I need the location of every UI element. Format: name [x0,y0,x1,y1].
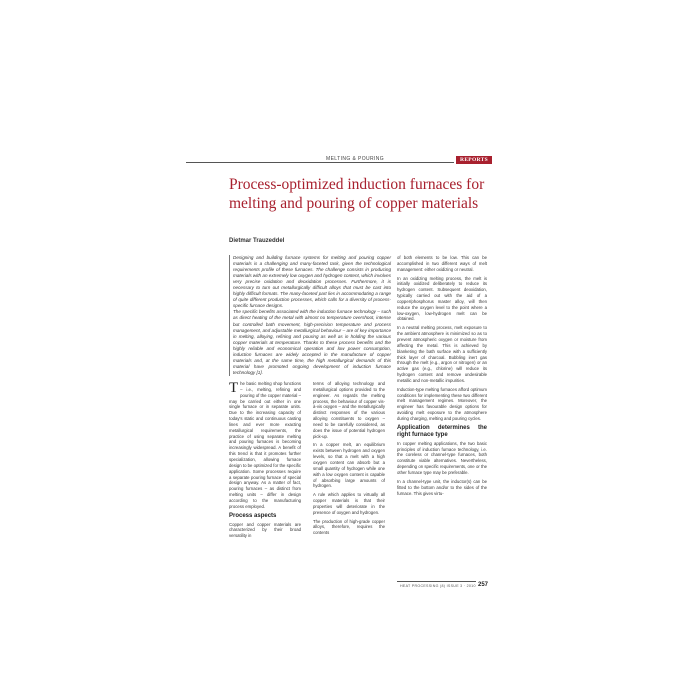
col3-paragraph-3: In a neutral melting process, melt exposure to the ambient atmosphere is minimized so as to prevent atmospheric oxygen or moisture from affecting the metal. This is achieved by blanketing the bath surface with a sufficiently thick layer of charcoal. Bubbling inert gas through the melt (e.g., argon or nitrogen) or an active gas (e.g., chlorine) will reduce its hydrogen content and remove undesirable metallic and non-metallic impurities. [397,325,487,383]
col2-paragraph-1: terms of alloying technology and metallurgical options provided to the engineer. As regards the melting process, the behaviour of copper vis-à-vis oxygen – and the metallurgically distinct responses of the various alloying constituents to oxygen – need to be carefully considered, as does the issue of potential hydrogen pick-up. [313,381,385,439]
article-title: Process-optimized induction furnaces for melting and pouring of copper materials [229,176,485,212]
dropcap: T [229,380,239,396]
col3-paragraph-2: In an oxidizing melting process, the melt is initially oxidized deliberately to reduce its hydrogen content. Subsequent deoxidation, typically carried out with the aid of a copper/phosphorus master alloy, will then reduce the oxygen level to the point where a low-oxygen, low-hydrogen melt can be obtained. [397,275,487,322]
col3-paragraph-5: In copper melting applications, the two basic principles of induction furnace technology, i.e. the coreless or channel-type furnaces, both constitute viable alternatives. Nevertheless, depending on specific requirements, one or the other furnace type may be preferable. [397,440,487,475]
col3-paragraph-1: of both elements to be low. This can be accomplished in two different ways of melt management: either oxidizing or neutral. [397,255,487,272]
header-rule [186,162,454,163]
col3-paragraph-6: In a channel-type unit, the inductor(s) can be fitted to the bottom and/or to the sides of the furnace. This gives virtu- [397,478,487,496]
col1-paragraph-1 [229,381,301,510]
col1-paragraph-2: Copper and copper materials are characterized by their broad versatility in [229,521,301,539]
col1-paragraph-1-text: he basic melting shop functions – i.e., melting, refining and pouring of the copper material – may be carried out either in one single furnace or in separate units. Due to the increasing capacity of today's static and continuous casting lines and ever more exacting metallurgical requirements, the practice of using separate melting and pouring furnaces is becoming increasingly widespread. A benefit of this trend is that it promotes further specialization, allowing furnace design to be optimized for the specific application. Some processes require a separate pouring furnace of special design anyway. As a matter of fact, pouring furnaces – as distinct from melting units – differ in design according to the manufacturing process employed. [229,381,301,509]
col2-paragraph-2: In a copper melt, an equilibrium exists between hydrogen and oxygen levels, so that a melt with a high oxygen content can absorb but a small quantity of hydrogen while one with a low oxygen content is capable of absorbing large amounts of hydrogen. [313,442,385,489]
footer-rule [397,581,476,582]
section-tag: MELTING & POURING [326,156,385,162]
abstract-paragraph-1: Designing and building furnace systems for melting and pouring copper materials is a challenging and many-faceted task, given the technological requirements profile of these furnaces. The challenge consists in producing materials with an extremely low oxygen and hydrogen content, which involves very precise oxidation and deoxidation processes. Furthermore, it is necessary to turn out metallurgically difficult alloys that must be cast into highly difficult formats. The many-faceted part lies in accommodating a range of quite different production processes, which calls for a diversity of process-specific furnace designs. [233,255,391,309]
subhead-process-aspects: Process aspects [229,512,277,519]
col2-paragraph-3: A rule which applies to virtually all copper materials is that their properties will deteriorate in the presence of oxygen and hydrogen. [313,492,385,515]
abstract-paragraph-2: The specific benefits associated with the induction furnace technology – such as direct heating of the metal with almost no temperature overshoot, intense but controlled bath movement, high-precision temperature and process management, and adjustable metallurgical behaviour – are of key importance in melting, alloying, refining and pouring as well as in holding the various copper materials at temperature. Thanks to these process benefits and the highly reliable and economical operation and low power consumption, induction furnaces are widely accepted in the manufacture of copper materials and, at the same time, the high metallurgical demands of this material have promoted ongoing development of induction furnace technology [1]. [233,309,391,375]
abstract [229,255,391,376]
subhead-application: Application determines the right furnace type [397,424,487,438]
body-column-1 [229,381,301,542]
page-number: 257 [478,582,489,588]
col3-paragraph-4: Induction-type melting furnaces afford optimum conditions for implementing these two different melt management regimes. Moreover, the engineer has favourable design options for avoiding melt exposure to the atmosphere during charging, melting and pouring cycles. [397,386,487,421]
journal-footer: HEAT PROCESSING (8) ISSUE 3 · 2010 [400,584,476,588]
reports-badge: REPORTS [456,156,492,164]
col2-paragraph-4: The production of high-grade copper alloys, therefore, requires the contents [313,518,385,536]
body-column-3 [397,255,487,499]
author-name: Dietmar Trauzeddel [229,238,285,244]
journal-page [186,155,492,599]
body-column-2 [313,381,385,539]
